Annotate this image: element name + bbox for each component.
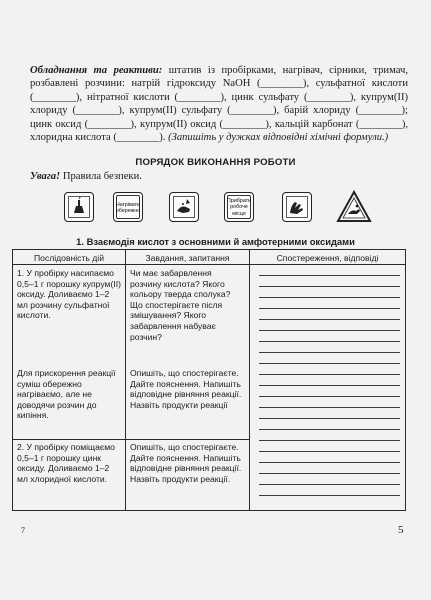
answer-line[interactable] <box>259 352 400 353</box>
burner-icon <box>64 192 94 222</box>
column-header-observations: Спостереження, відповіді <box>276 253 379 263</box>
answer-line[interactable] <box>259 363 400 364</box>
answer-line[interactable] <box>259 484 400 485</box>
answer-line[interactable] <box>259 396 400 397</box>
materials-text: штатив із пробірками, нагрівач, сірники, тримач, розбавлені розчини: натрій гідроксиду NaOH (________), сульфатної кислоти (________), нітратної кислоти (________), цинк сульфату (________), купрум(II) хлориду (________), купрум(II) сульфату (________), барій хлориду (________); цинк оксид (________), купрум(II) оксид (________), кальцій карбонат (________), хлоридна кислота (________). <box>30 65 408 144</box>
experiment-table <box>12 249 406 511</box>
caustic-hand-icon <box>169 192 199 222</box>
answer-line[interactable] <box>259 275 400 276</box>
header-divider <box>13 264 405 265</box>
warning-triangle-icon <box>336 190 372 224</box>
answer-line[interactable] <box>259 440 400 441</box>
answer-line[interactable] <box>259 374 400 375</box>
answer-line[interactable] <box>259 495 400 496</box>
row2-actions: Для прискорення реакції суміш обережно нагріваємо, але не доводячи розчин до кипіння. <box>17 368 116 421</box>
answer-line[interactable] <box>259 330 400 331</box>
clean-workplace-icon <box>224 192 254 222</box>
answer-line[interactable] <box>259 319 400 320</box>
column-header-actions: Послідовність дій <box>33 253 104 263</box>
answer-line[interactable] <box>259 418 400 419</box>
clean-workplace-text: Прибрати робоче місце <box>226 198 252 217</box>
column-header-questions: Завдання, запитання <box>145 253 230 263</box>
attention-line <box>30 171 142 182</box>
answer-line[interactable] <box>259 451 400 452</box>
answer-line[interactable] <box>259 297 400 298</box>
heat-carefully-text: Нагрівати обережно <box>115 202 141 215</box>
answer-line[interactable] <box>259 462 400 463</box>
corner-mark: 7 <box>21 526 25 535</box>
heat-carefully-icon <box>113 192 143 222</box>
row1-actions: 1. У пробірку насипаємо 0,5–1 г порошку купрум(II) оксиду. Доливаємо 1–2 мл розчину сульфатної кислоти. <box>17 268 121 321</box>
answer-line[interactable] <box>259 473 400 474</box>
section1-title: 1. Взаємодія кислот з основними й амфотерними оксидами <box>76 236 355 247</box>
safety-icons-row <box>58 190 388 230</box>
row3-actions: 2. У пробірку поміщаємо 0,5–1 г порошку цинк оксиду. Доливаємо 1–2 мл хлоридної кислоти. <box>17 442 115 484</box>
column-divider <box>125 250 126 510</box>
row-divider <box>13 439 249 440</box>
row3-questions: Опишіть, що спостерігаєте. Дайте пояснення. Напишіть відповідне рівняння реакції. Назвіть продукти реакції. <box>130 442 242 484</box>
answer-line[interactable] <box>259 385 400 386</box>
attention-label: Увага! <box>30 171 61 182</box>
materials-note: (Запишіть у дужках відповідні хімічні формули.) <box>168 132 389 144</box>
answer-line[interactable] <box>259 308 400 309</box>
row1-questions: Чи має забарвлення розчину кислота? Якого кольору тверда сполука? Що спостерігаєте після змішування? Якого забарвлення набуває розчин? <box>130 268 231 342</box>
answer-line[interactable] <box>259 286 400 287</box>
procedure-heading: ПОРЯДОК ВИКОНАННЯ РОБОТИ <box>135 157 296 168</box>
materials-lead: Обладнання та реактиви: <box>30 65 163 76</box>
hands-icon <box>282 192 312 222</box>
answer-line[interactable] <box>259 429 400 430</box>
answer-line[interactable] <box>259 341 400 342</box>
column-divider <box>249 250 250 510</box>
materials-paragraph <box>30 64 408 144</box>
row2-questions: Опишіть, що спостерігаєте. Дайте пояснення. Напишіть відповідне рівняння реакції. Назвіть продукти реакції <box>130 368 242 410</box>
attention-text: Правила безпеки. <box>60 171 142 182</box>
answer-line[interactable] <box>259 407 400 408</box>
page-number: 5 <box>398 524 404 536</box>
